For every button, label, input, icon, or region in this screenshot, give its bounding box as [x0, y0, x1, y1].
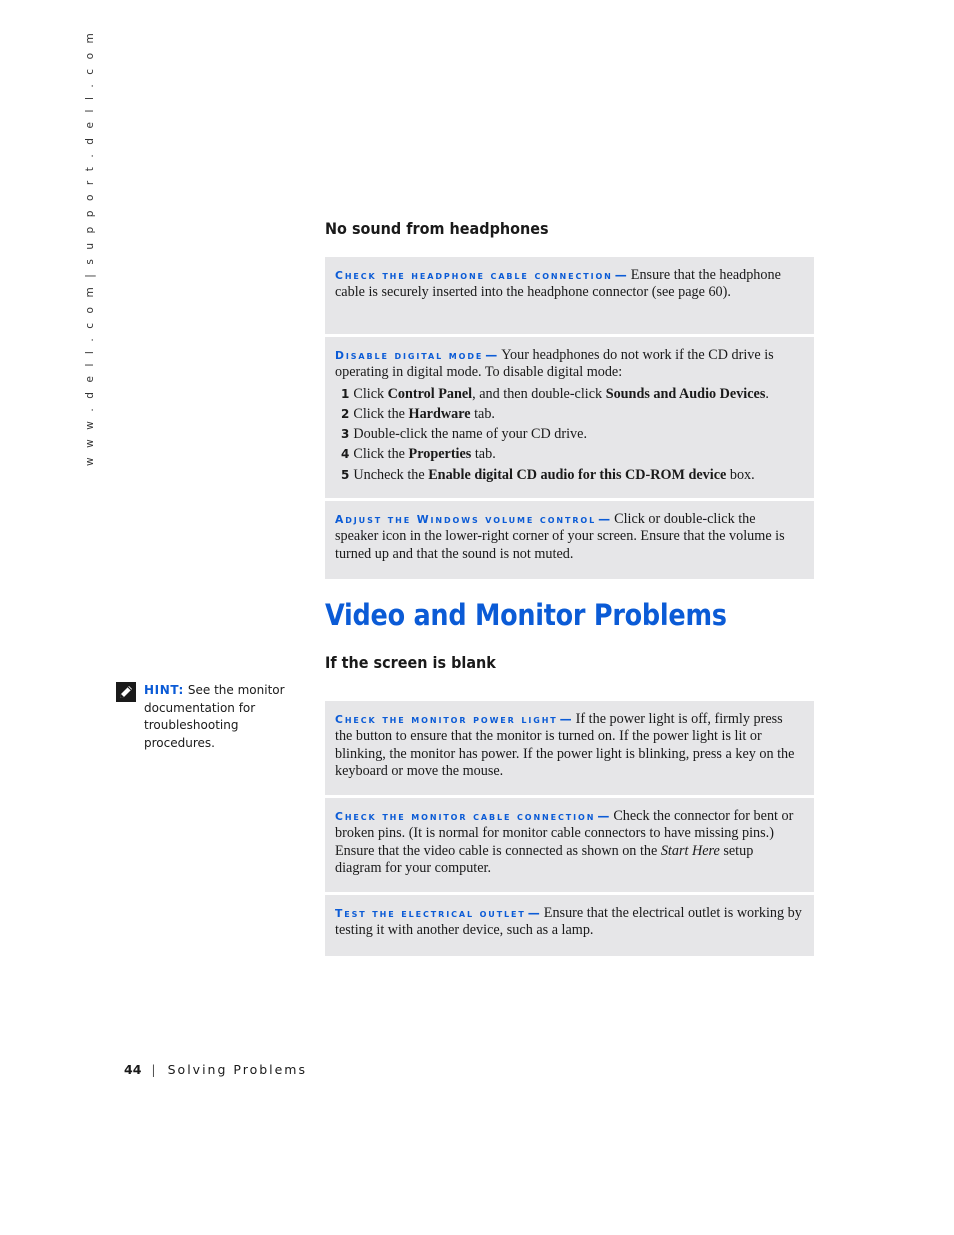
box-text: Ensure that the headphone cable is securely inserted into the headphone connector (see page 60).: [335, 267, 781, 301]
em-dash: —: [597, 809, 610, 823]
heading-blank-screen: If the screen is blank: [325, 653, 496, 672]
em-dash: —: [527, 906, 540, 920]
box-lead: Check the monitor power light: [335, 713, 558, 726]
box-text: setup diagram for your computer.: [335, 842, 754, 876]
step-bold: Properties: [408, 446, 472, 463]
section-title: Solving Problems: [167, 1062, 307, 1077]
step-item: [341, 384, 802, 404]
box-text: If the power light is off, firmly press the button to ensure that the monitor is turned on. If the power light is lit or blinking, the monitor has power. If the power light is blinking, press a key on the keyboard or move the mouse.: [335, 711, 795, 779]
step-number: 5: [341, 467, 350, 482]
box-lead: Adjust the Windows volume control: [335, 513, 597, 526]
step-text: , and then double-click: [472, 385, 606, 402]
hint-text: See the monitor documentation for troubleshooting procedures.: [144, 683, 285, 750]
step-text: Click the: [353, 446, 409, 463]
side-url: w w w . d e l l . c o m | s u p p o r t . d e l l . c o m: [84, 30, 96, 466]
step-number: 4: [341, 447, 350, 462]
box-monitor-cable: [325, 798, 814, 892]
box-text: Click or double-click the speaker icon in the lower-right corner of your screen. Ensure that the volume is turned up and that the sound is not muted.: [335, 511, 785, 562]
steps-list: [341, 384, 802, 485]
step-bold: Enable digital CD audio for this CD-ROM device: [428, 466, 727, 483]
em-dash: —: [614, 268, 627, 282]
step-number: 2: [341, 406, 350, 421]
step-text: Uncheck the: [353, 466, 429, 483]
pencil-note-icon: [116, 682, 136, 702]
page-footer: [124, 1062, 307, 1077]
box-power-light: [325, 701, 814, 795]
em-dash: —: [598, 512, 611, 526]
hint-label: HINT:: [144, 683, 184, 697]
heading-no-sound: No sound from headphones: [325, 219, 549, 238]
em-dash: —: [559, 712, 572, 726]
box-headphone-cable: [325, 257, 814, 334]
step-number: 1: [341, 386, 350, 401]
step-text: Click the: [353, 405, 409, 422]
box-electrical-outlet: [325, 895, 814, 956]
step-item: [341, 424, 802, 444]
box-volume-control: [325, 501, 814, 579]
page-number: 44: [124, 1062, 142, 1077]
em-dash: —: [485, 348, 498, 362]
box-text: Ensure that the electrical outlet is working by testing it with another device, such as a lamp.: [335, 905, 802, 939]
box-lead: Check the monitor cable connection: [335, 810, 596, 823]
step-number: 3: [341, 427, 350, 442]
footer-separator: |: [151, 1062, 156, 1077]
step-text: tab.: [470, 405, 495, 422]
step-item: [341, 444, 802, 464]
step-text: Click: [353, 385, 388, 402]
heading-video-monitor: Video and Monitor Problems: [325, 598, 727, 632]
box-lead: Check the headphone cable connection: [335, 269, 613, 282]
box-lead: Test the electrical outlet: [335, 907, 526, 920]
hint-note: [144, 682, 294, 752]
step-bold: Sounds and Audio Devices: [605, 385, 766, 402]
box-lead: Disable digital mode: [335, 349, 484, 362]
step-text: Double-click the name of your CD drive.: [353, 426, 587, 443]
step-text: tab.: [471, 446, 496, 463]
step-text: box.: [726, 466, 755, 483]
box-digital-mode: [325, 337, 814, 498]
step-text: .: [765, 385, 769, 402]
box-text-italic: Start Here: [660, 842, 720, 859]
step-item: [341, 404, 802, 424]
box-text: Check the connector for bent or broken pins. (It is normal for monitor cable connectors to have missing pins.) Ensure that the video cable is connected as shown on the: [335, 808, 794, 859]
step-bold: Hardware: [408, 405, 471, 422]
step-bold: Control Panel: [387, 385, 473, 402]
box-text: Your headphones do not work if the CD drive is operating in digital mode. To disable digital mode:: [335, 347, 774, 381]
step-item: [341, 465, 802, 485]
